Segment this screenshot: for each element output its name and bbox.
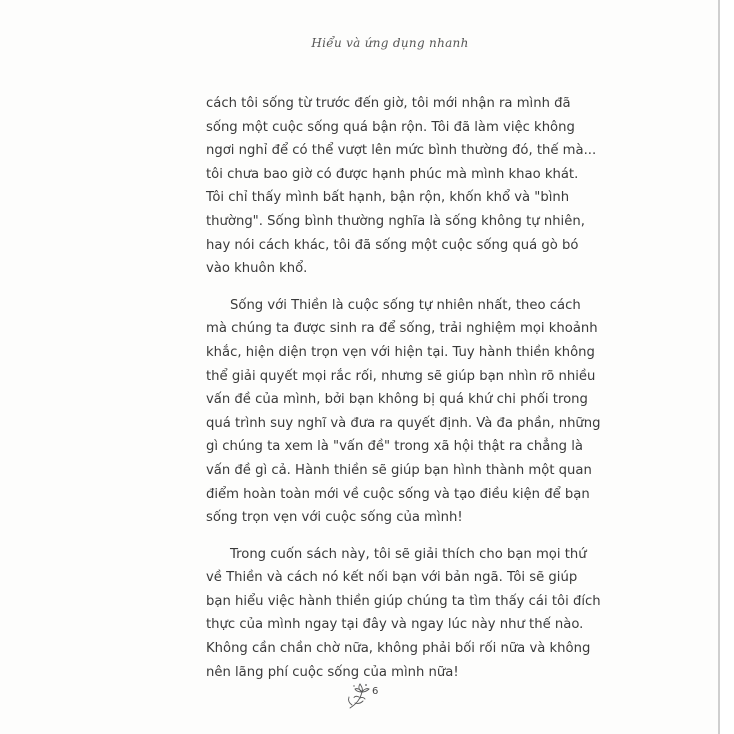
running-header: Hiểu và ứng dụng nhanh [311, 36, 469, 50]
text-line: quá trình suy nghĩ và đưa ra quyết định. Và đa phần, những [206, 415, 601, 431]
paragraph-1 [206, 92, 597, 281]
paragraph-3 [206, 543, 601, 685]
text-line: thực của mình ngay tại đây và ngay lúc này như thế nào. [206, 617, 584, 633]
text-line: vào khuôn khổ. [206, 261, 308, 277]
lotus-flourish-icon [346, 678, 374, 712]
paragraph-2 [206, 294, 601, 530]
text-line: sống một cuộc sống quá bận rộn. Tôi đã làm việc không [206, 119, 575, 135]
text-line: Không cần chần chờ nữa, không phải bối rối nữa và không [206, 641, 591, 657]
text-line: Sống với Thiền là cuộc sống tự nhiên nhất, theo cách [230, 297, 581, 313]
text-line: hay nói cách khác, tôi đã sống một cuộc sống quá gò bó [206, 237, 579, 253]
page-number: 6 [372, 686, 379, 697]
text-line: thường". Sống bình thường nghĩa là sống không tự nhiên, [206, 213, 585, 229]
text-line: Tôi chỉ thấy mình bất hạnh, bận rộn, khốn khổ và "bình [206, 190, 570, 206]
text-line: nên lãng phí cuộc sống của mình nữa! [206, 664, 459, 680]
text-line: gì chúng ta xem là "vấn đề" trong xã hội thật ra chẳng là [206, 439, 583, 455]
text-line: điểm hoàn toàn mới về cuộc sống và tạo điều kiện để bạn [206, 486, 590, 502]
text-line: tôi chưa bao giờ có được hạnh phúc mà mình khao khát. [206, 166, 579, 182]
page-footer [346, 678, 406, 714]
text-line: sống trọn vẹn với cuộc sống của mình! [206, 510, 463, 526]
page-edge [720, 0, 734, 734]
text-line: thể giải quyết mọi rắc rối, nhưng sẽ giúp bạn nhìn rõ nhiều [206, 368, 596, 384]
text-line: về Thiền và cách nó kết nối bạn với bản ngã. Tôi sẽ giúp [206, 570, 578, 586]
text-line: vấn đề gì cả. Hành thiền sẽ giúp bạn hình thành một quan [206, 462, 592, 478]
text-line: ngơi nghỉ để có thể vượt lên mức bình thường đó, thế mà... [206, 143, 597, 159]
text-line: khắc, hiện diện trọn vẹn với hiện tại. Tuy hành thiền không [206, 344, 595, 360]
body-text [206, 92, 601, 697]
text-line: cách tôi sống từ trước đến giờ, tôi mới nhận ra mình đã [206, 96, 571, 111]
text-line: vấn đề của mình, bởi bạn không bị quá khứ chi phối trong [206, 392, 588, 408]
text-line: Trong cuốn sách này, tôi sẽ giải thích cho bạn mọi thứ [230, 546, 587, 562]
text-line: bạn hiểu việc hành thiền giúp chúng ta tìm thấy cái tôi đích [206, 593, 601, 609]
text-line: mà chúng ta được sinh ra để sống, trải nghiệm mọi khoảnh [206, 321, 598, 337]
